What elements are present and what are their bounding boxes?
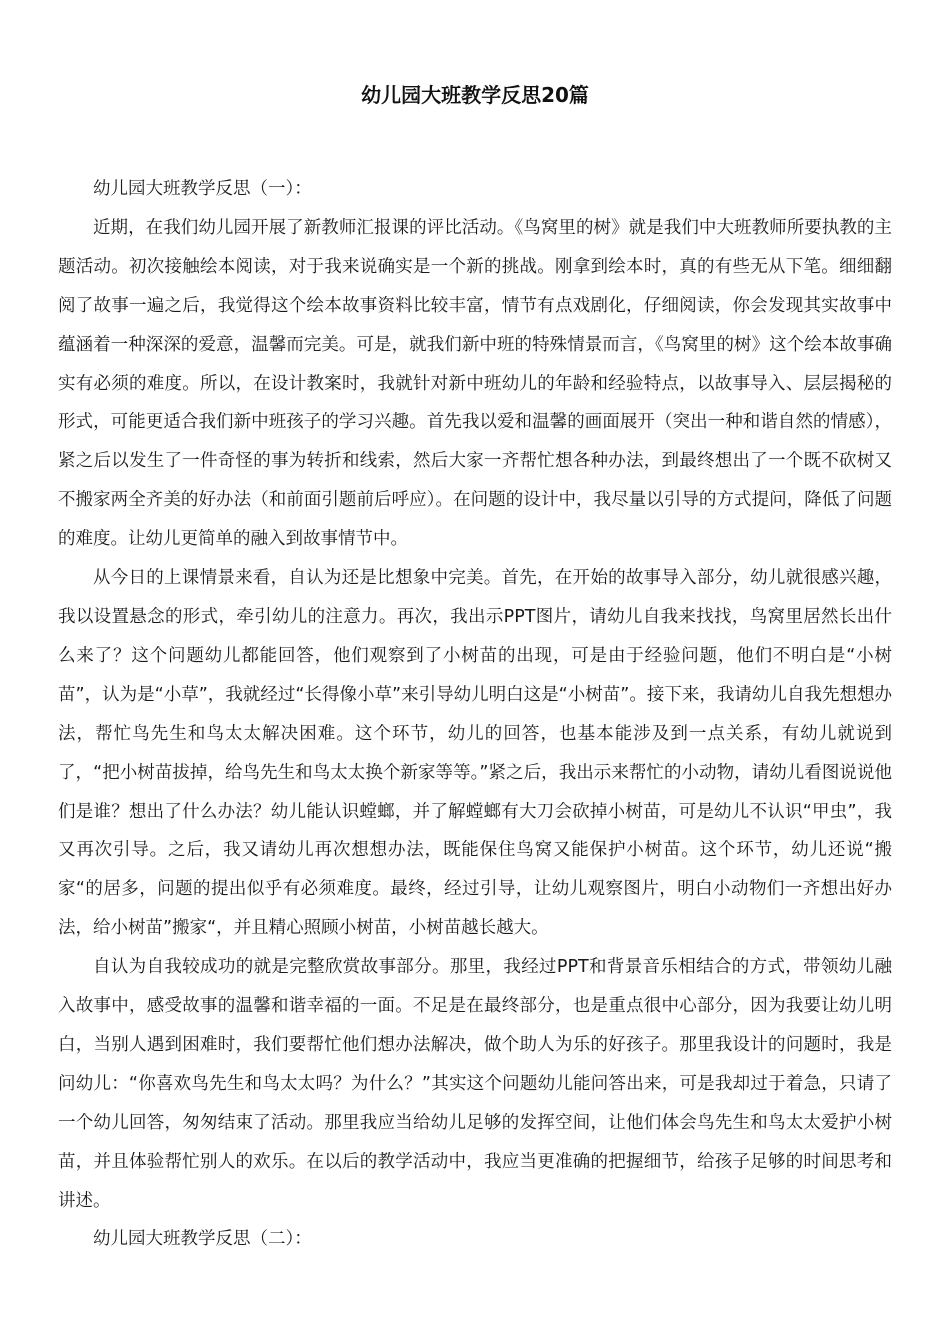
section-heading-1: 幼儿园大班教学反思（一）： (93, 179, 312, 199)
document-body (58, 170, 892, 1259)
paragraph-3: 自认为自我较成功的就是完整欣赏故事部分。那里，我经过PPT和背景音乐相结合的方式，带领幼儿融入故事中，感受故事的温馨和谐幸福的一面。不足是在最终部分，也是重点很中心部分，因为我要让幼儿明白，当别人遇到困难时，我们要帮忙他们想办法解决，做个助人为乐的好孩子。那里我设计的问题时，我是问幼儿：“你喜欢鸟先生和鸟太太吗？为什么？”其实这个问题幼儿能问答出来，可是我却过于着急，只请了一个幼儿回答，匆匆结束了活动。那里我应当给幼儿足够的发挥空间，让他们体会鸟先生和鸟太太爱护小树苗，并且体验帮忙别人的欢乐。在以后的教学活动中，我应当更准确的把握细节，给孩子足够的时间思考和讲述。 (58, 957, 892, 1211)
paragraph-1: 近期，在我们幼儿园开展了新教师汇报课的评比活动。《鸟窝里的树》就是我们中大班教师所要执教的主题活动。初次接触绘本阅读，对于我来说确实是一个新的挑战。刚拿到绘本时，真的有些无从下笔。细细翻阅了故事一遍之后，我觉得这个绘本故事资料比较丰富，情节有点戏剧化，仔细阅读，你会发现其实故事中蕴涵着一种深深的爱意，温馨而完美。可是，就我们新中班的特殊情景而言，《鸟窝里的树》这个绘本故事确实有必须的难度。所以，在设计教案时，我就针对新中班幼儿的年龄和经验特点，以故事导入、层层揭秘的形式，可能更适合我们新中班孩子的学习兴趣。首先我以爱和温馨的画面展开（突出一种和谐自然的情感），紧之后以发生了一件奇怪的事为转折和线索，然后大家一齐帮忙想各种办法，到最终想出了一个既不砍树又不搬家两全齐美的好办法（和前面引题前后呼应）。在问题的设计中，我尽量以引导的方式提问，降低了问题的难度。让幼儿更简单的融入到故事情节中。 (58, 217, 892, 550)
paragraph-2: 从今日的上课情景来看，自认为还是比想象中完美。首先，在开始的故事导入部分，幼儿就很感兴趣，我以设置悬念的形式，牵引幼儿的注意力。再次，我出示PPT图片，请幼儿自我来找找，鸟窝里居然长出什么来了？这个问题幼儿都能回答，他们观察到了小树苗的出现，可是由于经验问题，他们不明白是“小树苗”，认为是“小草”，我就经过“长得像小草”来引导幼儿明白这是“小树苗”。接下来，我请幼儿自我先想想办法，帮忙鸟先生和鸟太太解决困难。这个环节，幼儿的回答，也基本能涉及到一点关系，有幼儿就说到了，“把小树苗拔掉，给鸟先生和鸟太太换个新家等等。”紧之后，我出示来帮忙的小动物，请幼儿看图说说他们是谁？想出了什么办法？幼儿能认识螳螂，并了解螳螂有大刀会砍掉小树苗，可是幼儿不认识“甲虫”，我又再次引导。之后，我又请幼儿再次想想办法，既能保住鸟窝又能保护小树苗。这个环节，幼儿还说“搬家“的居多，问题的提出似乎有必须难度。最终，经过引导，让幼儿观察图片，明白小动物们一齐想出好办法，给小树苗”搬家“，并且精心照顾小树苗，小树苗越长越大。 (58, 568, 892, 939)
document-title: 幼儿园大班教学反思20篇 (361, 83, 589, 107)
section-heading-2: 幼儿园大班教学反思（二）： (93, 1229, 312, 1250)
